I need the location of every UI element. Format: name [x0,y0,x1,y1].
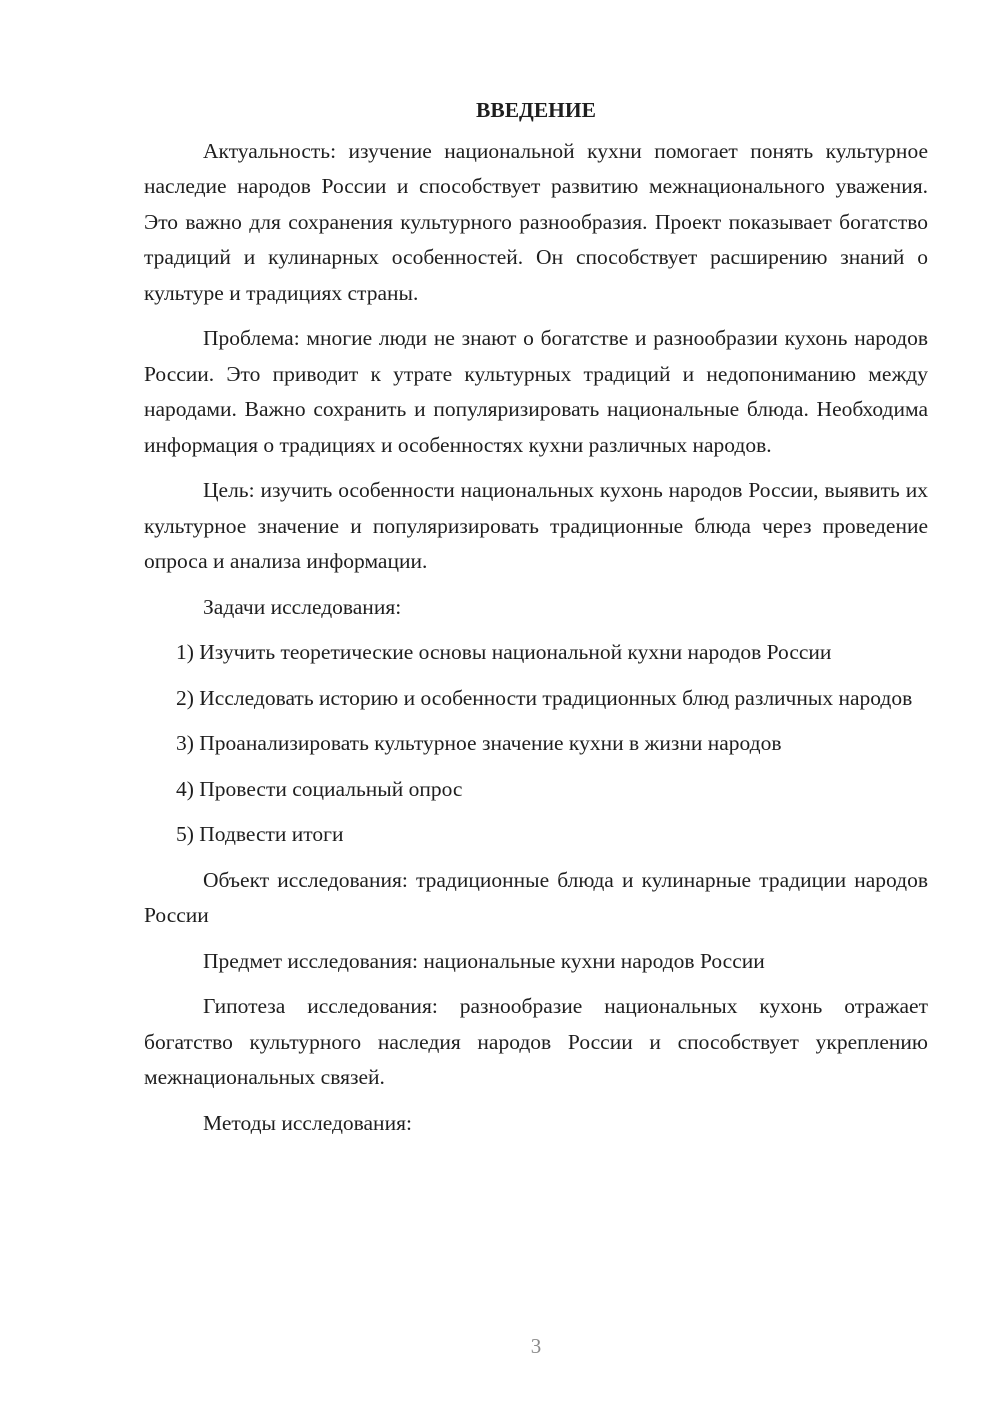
task-item-5: 5) Подвести итоги [176,822,344,846]
goal-paragraph: Цель: изучить особенности национальных кухонь народов России, выявить их культурное значение и популяризировать традиционные блюда через проведение опроса и анализа информации. [144,478,928,573]
page-title: ВВЕДЕНИЕ [476,98,596,122]
document-page [144,93,928,1141]
subject-paragraph: Предмет исследования: национальные кухни народов России [203,948,765,973]
relevance-paragraph: Актуальность: изучение национальной кухни помогает понять культурное наследие народов России и способствует развитию межнационального уважения. Это важно для сохранения культурного разнообразия. Проект показывает богатство традиций и кулинарных особенностей. Он способствует расширению знаний о культуре и традициях страны. [144,138,928,305]
hypothesis-paragraph: Гипотеза исследования: разнообразие национальных кухонь отражает богатство культурного наследия народов России и способствует укреплению межнациональных связей. [144,994,928,1089]
task-item-3: 3) Проанализировать культурное значение кухни в жизни народов [176,731,782,755]
task-item-2: 2) Исследовать историю и особенности традиционных блюд различных народов [176,685,913,710]
object-paragraph: Объект исследования: традиционные блюда и кулинарные традиции народов России [144,867,928,927]
tasks-heading: Задачи исследования: [203,594,402,619]
task-item-1: 1) Изучить теоретические основы национальной кухни народов России [176,640,832,664]
task-item-4: 4) Провести социальный опрос [176,776,463,801]
problem-paragraph: Проблема: многие люди не знают о богатстве и разнообразии кухонь народов России. Это приводит к утрате культурных традиций и недопониманию между народами. Важно сохранить и популяризировать национальные блюда. Необходима информация о традициях и особенностях кухни различных народов. [144,326,928,457]
methods-heading: Методы исследования: [203,1110,412,1135]
page-number: 3 [530,1334,542,1358]
